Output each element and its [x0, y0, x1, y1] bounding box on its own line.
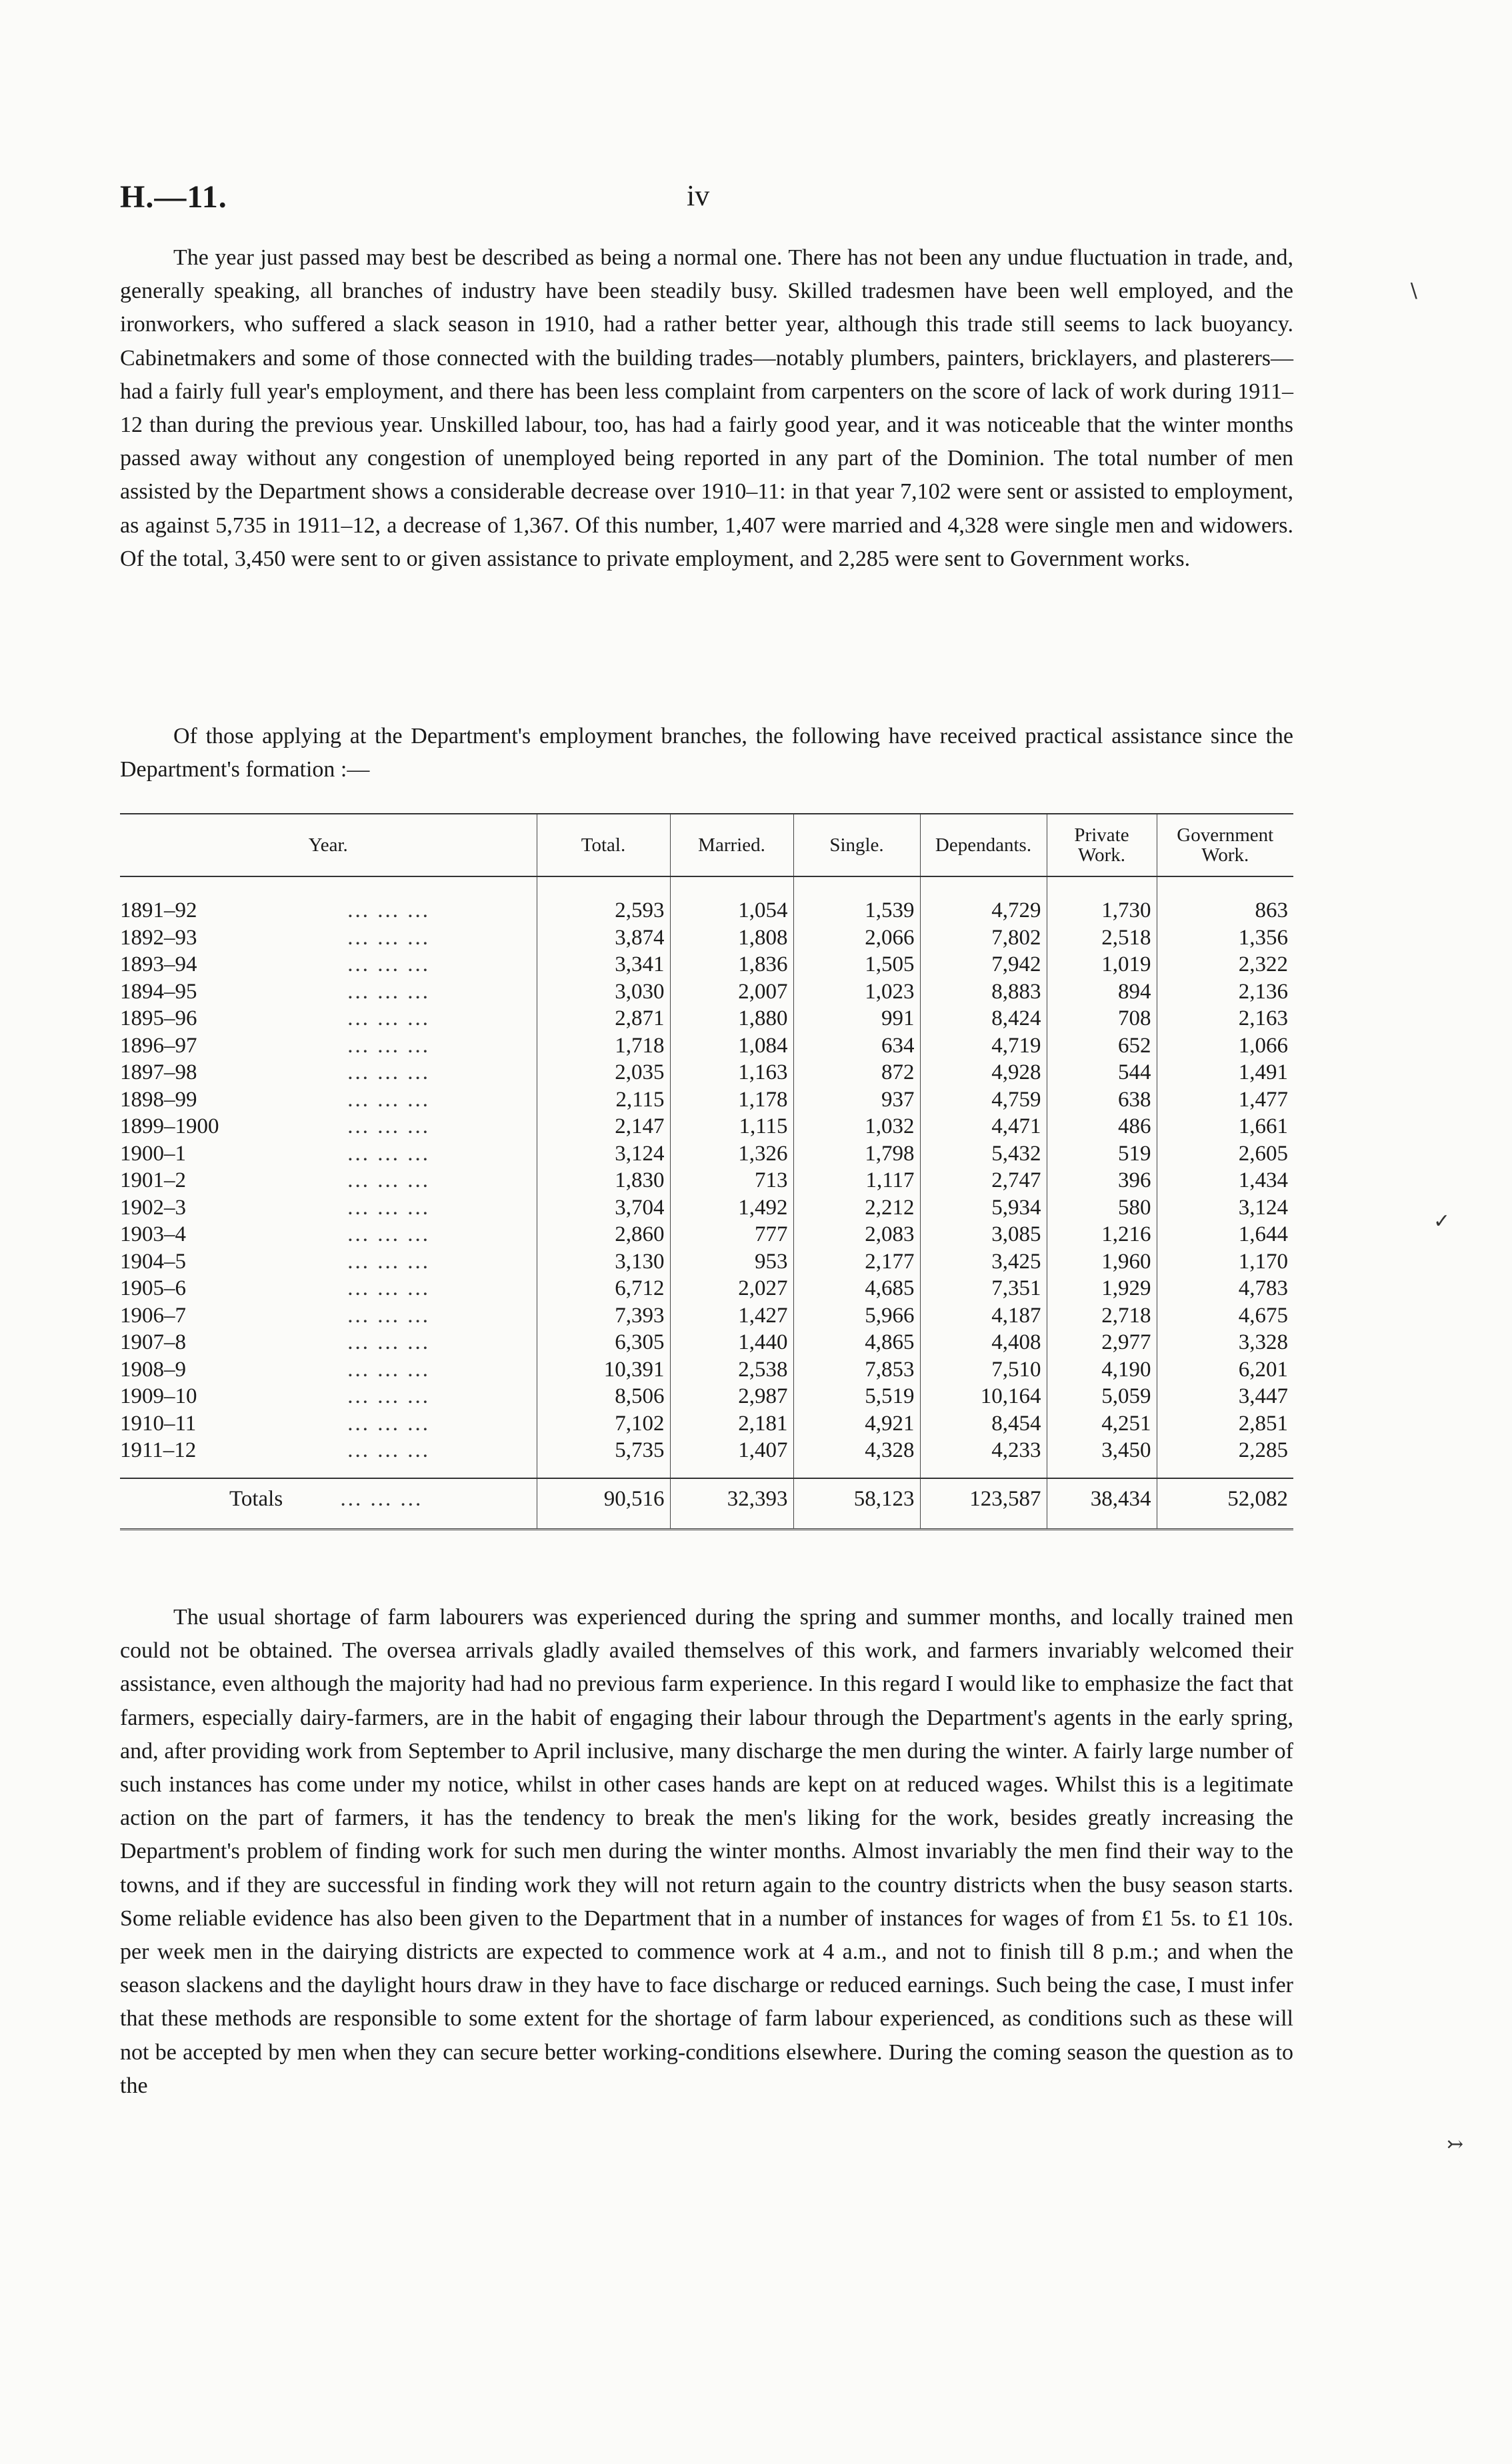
cell-government-work: 4,783	[1157, 1275, 1293, 1302]
cell-year: 1896–97 ... ... ...	[120, 1032, 537, 1060]
cell-married: 1,326	[670, 1140, 793, 1168]
cell-total: 3,030	[537, 978, 670, 1006]
cell-government-work: 2,851	[1157, 1410, 1293, 1438]
totals-row	[120, 1478, 1293, 1530]
cell-dependants: 7,351	[920, 1275, 1047, 1302]
leader-dots: ... ... ...	[347, 1087, 430, 1112]
leader-dots: ... ... ...	[347, 1195, 430, 1220]
table-row	[120, 1248, 1293, 1276]
table-row	[120, 1221, 1293, 1248]
cell-married: 2,987	[670, 1383, 793, 1410]
cell-total: 2,593	[537, 876, 670, 924]
col-header-government-work: Government Work.	[1157, 814, 1293, 876]
cell-total: 7,393	[537, 1302, 670, 1330]
totals-private-work: 38,434	[1047, 1478, 1157, 1530]
cell-government-work: 2,322	[1157, 951, 1293, 978]
cell-private-work: 708	[1047, 1005, 1157, 1032]
cell-married: 1,440	[670, 1329, 793, 1356]
page-number: iv	[687, 179, 710, 212]
cell-single: 872	[793, 1059, 920, 1086]
leader-dots: ... ... ...	[347, 1330, 430, 1354]
cell-private-work: 5,059	[1047, 1383, 1157, 1410]
cell-single: 5,519	[793, 1383, 920, 1410]
cell-private-work: 2,718	[1047, 1302, 1157, 1330]
cell-government-work: 863	[1157, 876, 1293, 924]
cell-married: 1,492	[670, 1194, 793, 1222]
document-reference: H.—11.	[120, 179, 227, 215]
cell-private-work: 1,929	[1047, 1275, 1157, 1302]
leader-dots: ... ... ...	[347, 1276, 430, 1300]
cell-married: 2,181	[670, 1410, 793, 1438]
cell-year: 1911–12 ... ... ...	[120, 1437, 537, 1478]
table-lead-paragraph: Of those applying at the Department's employment branches, the following have received practical assistance since the Department's formation :—	[120, 724, 1293, 782]
cell-dependants: 4,408	[920, 1329, 1047, 1356]
col-header-dependants: Dependants.	[920, 814, 1047, 876]
cell-year: 1910–11 ... ... ...	[120, 1410, 537, 1438]
col-header-private-work: Private Work.	[1047, 814, 1157, 876]
cell-dependants: 4,471	[920, 1113, 1047, 1140]
cell-government-work: 1,477	[1157, 1086, 1293, 1114]
cell-married: 1,054	[670, 876, 793, 924]
cell-total: 5,735	[537, 1437, 670, 1478]
cell-year: 1894–95 ... ... ...	[120, 978, 537, 1006]
cell-single: 937	[793, 1086, 920, 1114]
cell-private-work: 1,730	[1047, 876, 1157, 924]
cell-total: 6,305	[537, 1329, 670, 1356]
cell-total: 10,391	[537, 1356, 670, 1384]
cell-private-work: 396	[1047, 1167, 1157, 1194]
cell-total: 3,341	[537, 951, 670, 978]
assistance-table	[120, 813, 1293, 1530]
cell-single: 991	[793, 1005, 920, 1032]
cell-total: 3,704	[537, 1194, 670, 1222]
cell-dependants: 10,164	[920, 1383, 1047, 1410]
col-header-year: Year.	[120, 814, 537, 876]
cell-single: 4,921	[793, 1410, 920, 1438]
table-row	[120, 1140, 1293, 1168]
totals-dependants: 123,587	[920, 1478, 1047, 1530]
cell-married: 1,115	[670, 1113, 793, 1140]
cell-year: 1901–2 ... ... ...	[120, 1167, 537, 1194]
table-row	[120, 876, 1293, 924]
cell-single: 1,539	[793, 876, 920, 924]
cell-married: 777	[670, 1221, 793, 1248]
cell-total: 2,860	[537, 1221, 670, 1248]
cell-year: 1895–96 ... ... ...	[120, 1005, 537, 1032]
cell-single: 1,023	[793, 978, 920, 1006]
cell-single: 4,328	[793, 1437, 920, 1478]
table-row	[120, 1194, 1293, 1222]
cell-married: 2,538	[670, 1356, 793, 1384]
cell-married: 1,178	[670, 1086, 793, 1114]
cell-year: 1907–8 ... ... ...	[120, 1329, 537, 1356]
cell-dependants: 3,425	[920, 1248, 1047, 1276]
cell-year: 1897–98 ... ... ...	[120, 1059, 537, 1086]
margin-check-icon: ✓	[1433, 1210, 1451, 1232]
cell-government-work: 1,644	[1157, 1221, 1293, 1248]
cell-year: 1900–1 ... ... ...	[120, 1140, 537, 1168]
cell-government-work: 1,661	[1157, 1113, 1293, 1140]
cell-government-work: 1,170	[1157, 1248, 1293, 1276]
cell-dependants: 4,729	[920, 876, 1047, 924]
cell-year: 1891–92 ... ... ...	[120, 876, 537, 924]
cell-single: 7,853	[793, 1356, 920, 1384]
cell-single: 2,083	[793, 1221, 920, 1248]
margin-tick-icon: ∖	[1407, 281, 1420, 303]
leader-dots: ... ... ...	[347, 1168, 430, 1192]
cell-total: 2,115	[537, 1086, 670, 1114]
cell-single: 634	[793, 1032, 920, 1060]
cell-total: 3,874	[537, 924, 670, 952]
cell-private-work: 2,977	[1047, 1329, 1157, 1356]
cell-dependants: 4,759	[920, 1086, 1047, 1114]
cell-dependants: 4,187	[920, 1302, 1047, 1330]
cell-single: 2,066	[793, 924, 920, 952]
cell-married: 1,084	[670, 1032, 793, 1060]
table-row	[120, 1302, 1293, 1330]
leader-dots: ... ... ...	[347, 1249, 430, 1274]
cell-private-work: 4,251	[1047, 1410, 1157, 1438]
intro-paragraph: The year just passed may best be described as being a normal one. There has not been any undue fluctuation in trade, and, generally speaking, all branches of industry have been steadily busy. Skilled tradesmen have been well employed, and the ironworkers, who suffered a slack season in 1910, had a rather better year, although this trade still seems to lack buoyancy. Cabinetmakers and some of those connected with the building trades—notably plumbers, painters, bricklayers, and plasterers—had a fairly full year's employment, and there has been less complaint from carpenters on the score of lack of work during 1911–12 than during the previous year. Unskilled labour, too, has had a fairly good year, and it was noticeable that the winter months passed away without any congestion of unemployed being reported in any part of the Dominion. The total number of men assisted by the Department shows a considerable decrease over 1910–11: in that year 7,102 were sent or assisted to employment, as against 5,735 in 1911–12, a decrease of 1,367. Of this number, 1,407 were married and 4,328 were single men and widowers. Of the total, 3,450 were sent to or given assistance to private employment, and 2,285 were sent to Government works.	[120, 245, 1293, 571]
cell-dependants: 7,802	[920, 924, 1047, 952]
cell-total: 8,506	[537, 1383, 670, 1410]
cell-private-work: 1,960	[1047, 1248, 1157, 1276]
table-row	[120, 1329, 1293, 1356]
cell-single: 2,177	[793, 1248, 920, 1276]
cell-government-work: 1,434	[1157, 1167, 1293, 1194]
table-row	[120, 1032, 1293, 1060]
cell-private-work: 1,019	[1047, 951, 1157, 978]
cell-total: 2,871	[537, 1005, 670, 1032]
col-header-total: Total.	[537, 814, 670, 876]
leader-dots: ... ... ...	[347, 1114, 430, 1138]
leader-dots: ... ... ...	[347, 979, 430, 1004]
cell-single: 1,798	[793, 1140, 920, 1168]
table-row	[120, 1410, 1293, 1438]
cell-total: 2,035	[537, 1059, 670, 1086]
cell-dependants: 2,747	[920, 1167, 1047, 1194]
cell-private-work: 486	[1047, 1113, 1157, 1140]
cell-dependants: 4,928	[920, 1059, 1047, 1086]
cell-private-work: 2,518	[1047, 924, 1157, 952]
table-row	[120, 1005, 1293, 1032]
running-head	[120, 179, 1293, 219]
cell-total: 1,830	[537, 1167, 670, 1194]
cell-single: 5,966	[793, 1302, 920, 1330]
cell-private-work: 519	[1047, 1140, 1157, 1168]
cell-dependants: 8,883	[920, 978, 1047, 1006]
leader-dots: ... ... ...	[347, 1384, 430, 1408]
cell-year: 1899–1900 ... ... ...	[120, 1113, 537, 1140]
cell-single: 1,117	[793, 1167, 920, 1194]
table-row	[120, 951, 1293, 978]
cell-government-work: 4,675	[1157, 1302, 1293, 1330]
cell-government-work: 3,328	[1157, 1329, 1293, 1356]
cell-married: 1,880	[670, 1005, 793, 1032]
cell-private-work: 3,450	[1047, 1437, 1157, 1478]
cell-year: 1893–94 ... ... ...	[120, 951, 537, 978]
table-row	[120, 924, 1293, 952]
leader-dots: ... ... ...	[340, 1486, 423, 1511]
cell-year: 1904–5 ... ... ...	[120, 1248, 537, 1276]
cell-private-work: 4,190	[1047, 1356, 1157, 1384]
totals-label: Totals ... ... ...	[120, 1478, 537, 1530]
cell-total: 2,147	[537, 1113, 670, 1140]
table-row	[120, 1113, 1293, 1140]
leader-dots: ... ... ...	[347, 1357, 430, 1382]
leader-dots: ... ... ...	[347, 898, 430, 922]
cell-dependants: 4,233	[920, 1437, 1047, 1478]
cell-single: 1,505	[793, 951, 920, 978]
table-row	[120, 1275, 1293, 1302]
cell-year: 1908–9 ... ... ...	[120, 1356, 537, 1384]
cell-government-work: 1,066	[1157, 1032, 1293, 1060]
cell-total: 7,102	[537, 1410, 670, 1438]
leader-dots: ... ... ...	[347, 1222, 430, 1246]
cell-year: 1902–3 ... ... ...	[120, 1194, 537, 1222]
totals-married: 32,393	[670, 1478, 793, 1530]
cell-government-work: 2,163	[1157, 1005, 1293, 1032]
leader-dots: ... ... ...	[347, 1060, 430, 1084]
cell-government-work: 3,447	[1157, 1383, 1293, 1410]
cell-private-work: 580	[1047, 1194, 1157, 1222]
cell-year: 1892–93 ... ... ...	[120, 924, 537, 952]
cell-single: 1,032	[793, 1113, 920, 1140]
cell-dependants: 4,719	[920, 1032, 1047, 1060]
cell-year: 1898–99 ... ... ...	[120, 1086, 537, 1114]
cell-total: 1,718	[537, 1032, 670, 1060]
leader-dots: ... ... ...	[347, 1033, 430, 1058]
cell-single: 4,865	[793, 1329, 920, 1356]
col-header-single: Single.	[793, 814, 920, 876]
leader-dots: ... ... ...	[347, 952, 430, 976]
leader-dots: ... ... ...	[347, 1006, 430, 1030]
cell-year: 1903–4 ... ... ...	[120, 1221, 537, 1248]
cell-married: 1,427	[670, 1302, 793, 1330]
cell-private-work: 1,216	[1047, 1221, 1157, 1248]
cell-total: 3,124	[537, 1140, 670, 1168]
cell-private-work: 652	[1047, 1032, 1157, 1060]
table-row	[120, 1437, 1293, 1478]
totals-government-work: 52,082	[1157, 1478, 1293, 1530]
leader-dots: ... ... ...	[347, 1141, 430, 1166]
leader-dots: ... ... ...	[347, 1411, 430, 1436]
totals-total: 90,516	[537, 1478, 670, 1530]
cell-private-work: 544	[1047, 1059, 1157, 1086]
cell-married: 1,163	[670, 1059, 793, 1086]
table-row	[120, 1167, 1293, 1194]
cell-total: 6,712	[537, 1275, 670, 1302]
farm-labour-paragraph: The usual shortage of farm labourers was experienced during the spring and summer months, and locally trained men could not be obtained. The oversea arrivals gladly availed themselves of this work, and farmers invariably welcomed their assistance, even although the majority had had no previous farm experience. In this regard I would like to emphasize the fact that farmers, especially dairy-farmers, are in the habit of engaging their labour through the Department's agents in the early spring, and, after providing work from September to April inclusive, many discharge the men during the winter. A fairly large number of such instances has come under my notice, whilst in other cases hands are kept on at reduced wages. Whilst this is a legitimate action on the part of farmers, it has the tendency to break the men's liking for the work, besides greatly increasing the Department's problem of finding work for such men during the winter months. Almost invariably the men find their way to the towns, and if they are successful in finding work they will not return again to the country districts when the busy season starts. Some reliable evidence has also been given to the Department that in a number of instances for wages of from £1 5s. to £1 10s. per week men in the dairying districts are expected to commence work at 4 a.m., and not to finish till 8 p.m.; and when the season slackens and the daylight hours draw in they have to face discharge or reduced earnings. Such being the case, I must infer that these methods are responsible to some extent for the shortage of farm labour experienced, as conditions such as these will not be accepted by men when they can secure better working-conditions elsewhere. During the coming season the question as to the	[120, 1605, 1293, 2098]
cell-married: 953	[670, 1248, 793, 1276]
cell-married: 2,027	[670, 1275, 793, 1302]
cell-married: 1,407	[670, 1437, 793, 1478]
cell-government-work: 6,201	[1157, 1356, 1293, 1384]
cell-dependants: 7,942	[920, 951, 1047, 978]
cell-government-work: 1,491	[1157, 1059, 1293, 1086]
cell-government-work: 3,124	[1157, 1194, 1293, 1222]
leader-dots: ... ... ...	[347, 925, 430, 950]
col-header-married: Married.	[670, 814, 793, 876]
cell-dependants: 8,424	[920, 1005, 1047, 1032]
totals-single: 58,123	[793, 1478, 920, 1530]
cell-total: 3,130	[537, 1248, 670, 1276]
table-row	[120, 978, 1293, 1006]
cell-private-work: 638	[1047, 1086, 1157, 1114]
table-header-row	[120, 814, 1293, 876]
table-row	[120, 1383, 1293, 1410]
cell-dependants: 5,934	[920, 1194, 1047, 1222]
cell-government-work: 2,605	[1157, 1140, 1293, 1168]
table-row	[120, 1086, 1293, 1114]
cell-government-work: 2,285	[1157, 1437, 1293, 1478]
margin-arrow-icon: ↣	[1447, 2133, 1464, 2155]
cell-government-work: 2,136	[1157, 978, 1293, 1006]
table-body	[120, 876, 1293, 1478]
cell-dependants: 3,085	[920, 1221, 1047, 1248]
cell-married: 1,808	[670, 924, 793, 952]
cell-single: 4,685	[793, 1275, 920, 1302]
cell-government-work: 1,356	[1157, 924, 1293, 952]
leader-dots: ... ... ...	[347, 1303, 430, 1328]
cell-private-work: 894	[1047, 978, 1157, 1006]
cell-dependants: 7,510	[920, 1356, 1047, 1384]
cell-dependants: 5,432	[920, 1140, 1047, 1168]
table-row	[120, 1059, 1293, 1086]
cell-year: 1909–10 ... ... ...	[120, 1383, 537, 1410]
cell-dependants: 8,454	[920, 1410, 1047, 1438]
cell-year: 1905–6 ... ... ...	[120, 1275, 537, 1302]
cell-single: 2,212	[793, 1194, 920, 1222]
cell-married: 1,836	[670, 951, 793, 978]
leader-dots: ... ... ...	[347, 1438, 430, 1462]
table-row	[120, 1356, 1293, 1384]
cell-married: 713	[670, 1167, 793, 1194]
cell-year: 1906–7 ... ... ...	[120, 1302, 537, 1330]
cell-married: 2,007	[670, 978, 793, 1006]
